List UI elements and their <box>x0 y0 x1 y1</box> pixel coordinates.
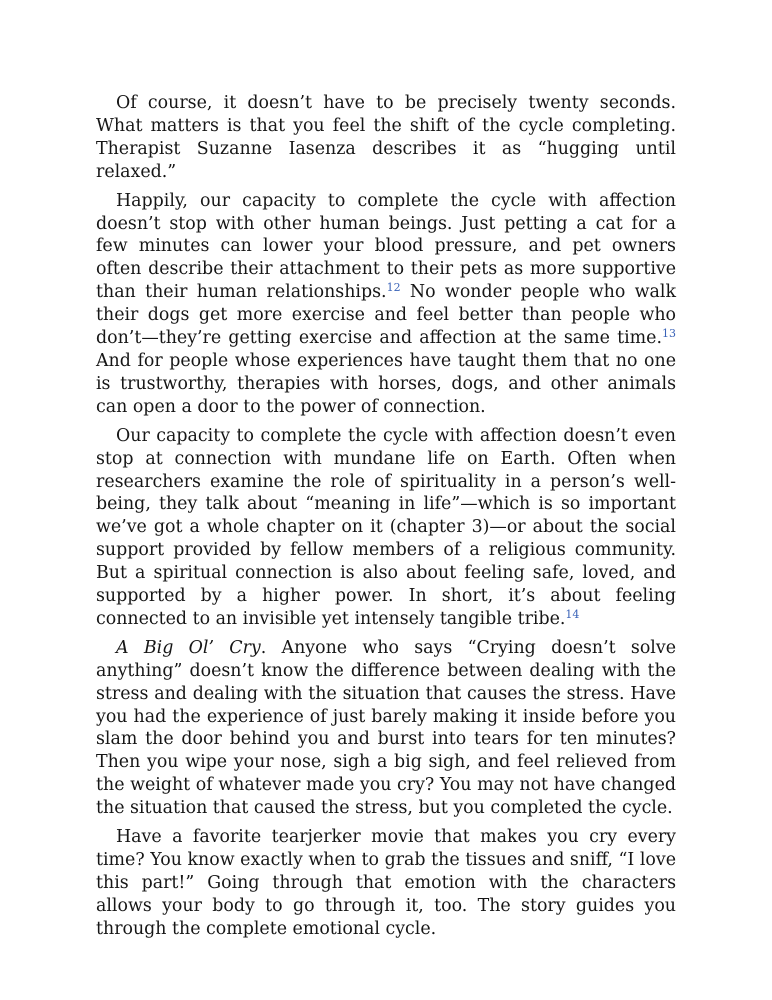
paragraph-crying <box>96 637 676 820</box>
footnote-ref-12[interactable]: 12 <box>386 281 401 295</box>
page-body <box>96 92 676 947</box>
paragraph-text: Have a favorite tearjerker movie that makes you cry every time? You know exactly when to grab the tissues and sniff, “I love this part!” Going through that emotion with the characters allows your body to go through it, too. The story guides you through the complete emotional cycle. <box>96 827 676 939</box>
paragraph-text: And for people whose experiences have taught them that no one is trustworthy, therapies with horses, dogs, and other animals can open a door to the power of connection. <box>96 350 676 417</box>
paragraph-spirituality <box>96 425 676 631</box>
paragraph-text: . Anyone who says “Crying doesn’t solve anything” doesn’t know the difference between dealing with the stress and dealing with the situation that causes the stress. Have you had the experience of just barely making it inside before you slam the door behind you and burst into tears for ten minutes? Then you wipe your nose, sigh a big sigh, and feel relieved from the weight of whatever made you cry? You may not have changed the situation that caused the stress, but you completed the cycle. <box>96 637 676 819</box>
paragraph-text: Happily, our capacity to complete the cycle with affection doesn’t stop with other human beings. Just petting a cat for a few minutes can lower your blood pressure, and pet owners often describe their attachment to their pets as more supportive than their human relationships. <box>96 190 676 303</box>
paragraph-text: Of course, it doesn’t have to be precisely twenty seconds. What matters is that you feel the shift of the cycle completing. Therapist Suzanne Iasenza describes it as “hugging until relaxed.” <box>96 93 676 182</box>
footnote-ref-13[interactable]: 13 <box>662 327 676 341</box>
paragraph-pets <box>96 190 676 419</box>
paragraph-text: No wonder people who walk their dogs get more exercise and feel better than people who don’t—they’re getting exercise and affection at the same time. <box>96 282 676 349</box>
paragraph-text: Our capacity to complete the cycle with affection doesn’t even stop at connection with mundane life on Earth. Often when researchers examine the role of spirituality in a person’s well-being, they talk about “meaning in life”—which is so important we’ve got a whole chapter on it (chapter 3)—or about the social support provided by fellow members of a religious community. But a spiritual connection is also about feeling safe, loved, and supported by a higher power. In short, it’s about feeling connected to an invisible yet intensely tangible tribe. <box>96 425 676 629</box>
paragraph-tearjerker <box>96 826 676 941</box>
paragraph-hugging <box>96 92 676 184</box>
section-run-in-heading: A Big Ol’ Cry <box>116 637 261 658</box>
footnote-ref-14[interactable]: 14 <box>565 607 580 621</box>
